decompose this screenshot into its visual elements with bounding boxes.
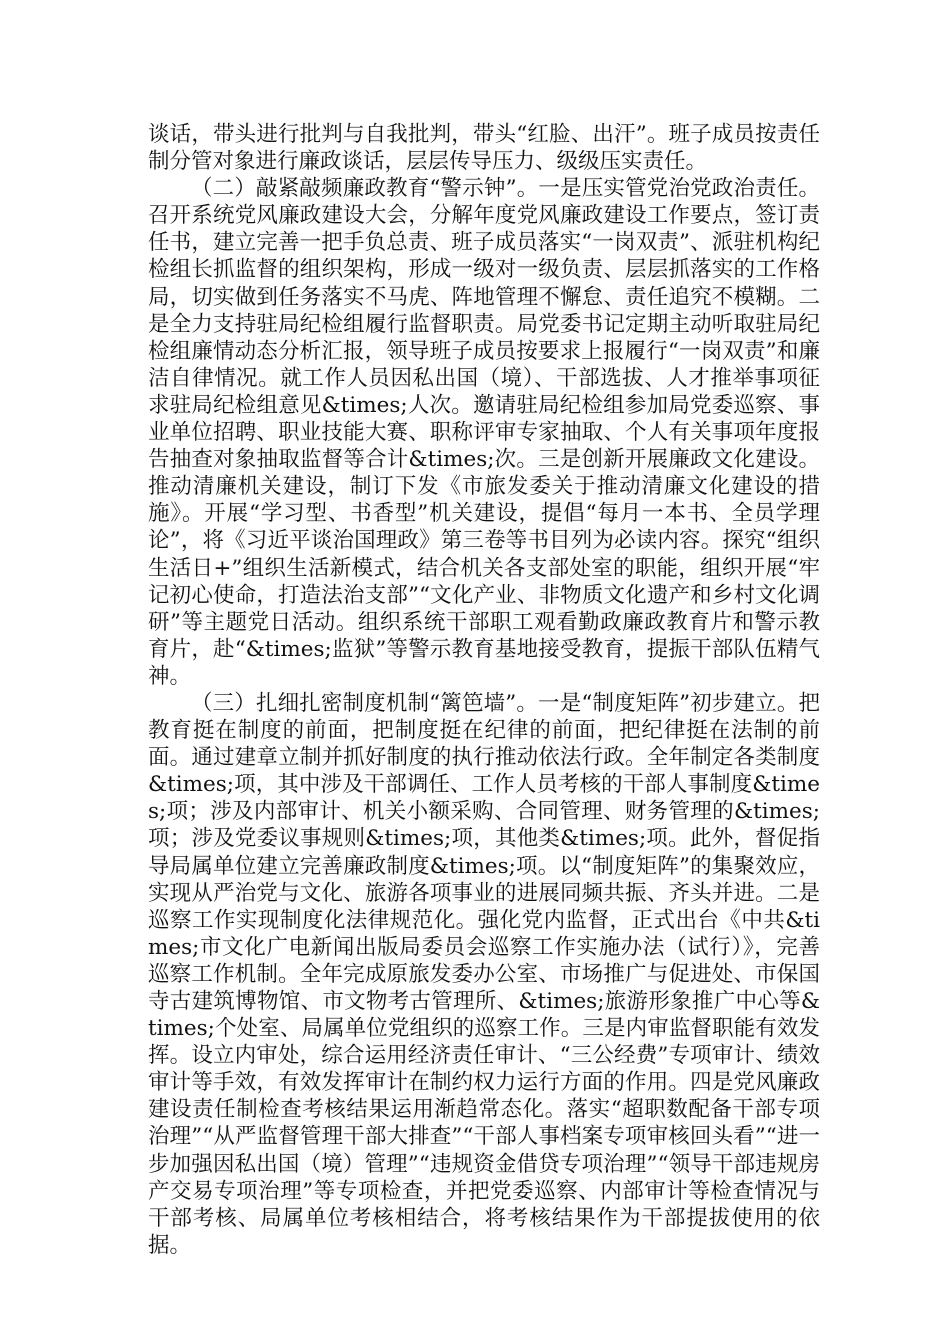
paragraph-continuation: 谈话，带头进行批判与自我批判，带头“红脸、出汗”。班子成员按责任制分管对象进行廉政谈话，层层传导压力、级级压实责任。 [148,122,820,175]
document-page [148,121,820,1259]
paragraph-section-two: （二）敲紧敲频廉政教育“警示钟”。一是压实管党治党政治责任。召开系统党风廉政建设大会，分解年度党风廉政建设工作要点，签订责任书，建立完善一把手负总责、班子成员落实“一岗双责”、派驻机构纪检组长抓监督的组织架构，形成一级对一级负责、层层抓落实的工作格局，切实做到任务落实不马虎、阵地管理不懈怠、责任追究不模糊。二是全力支持驻局纪检组履行监督职责。局党委书记定期主动听取驻局纪检组廉情动态分析汇报，领导班子成员按要求上报履行“一岗双责”和廉洁自律情况。就工作人员因私出国（境）、干部选拔、人才推举事项征求驻局纪检组意见&times;人次。邀请驻局纪检组参加局党委巡察、事业单位招聘、职业技能大赛、职称评审专家抽取、个人有关事项年度报告抽查对象抽取监督等合计&times;次。三是创新开展廉政文化建设。推动清廉机关建设，制订下发《市旅发委关于推动清廉文化建设的措施》。开展“学习型、书香型”机关建设，提倡“每月一本书、全员学理论”，将《习近平谈治国理政》第三卷等书目列为必读内容。探究“组织生活日+”组织生活新模式，结合机关各支部处室的职能，组织开展“牢记初心使命，打造法治支部”“文化产业、非物质文化遗产和乡村文化调研”等主题党日活动。组织系统干部职工观看勤政廉政教育片和警示教育片，赴“&times;监狱”等警示教育基地接受教育，提振干部队伍精气神。 [148,176,820,689]
paragraph-section-three: （三）扎细扎密制度机制“篱笆墙”。一是“制度矩阵”初步建立。把教育挺在制度的前面，把制度挺在纪律的前面，把纪律挺在法制的前面。通过建章立制并抓好制度的执行推动依法行政。全年制定各类制度&times;项，其中涉及干部调任、工作人员考核的干部人事制度&times;项；涉及内部审计、机关小额采购、合同管理、财务管理的&times;项；涉及党委议事规则&times;项，其他类&times;项。此外，督促指导局属单位建立完善廉政制度&times;项。以“制度矩阵”的集聚效应，实现从严治党与文化、旅游各项事业的进展同频共振、齐头并进。二是巡察工作实现制度化法律规范化。强化党内监督，正式出台《中共&times;市文化广电新闻出版局委员会巡察工作实施办法（试行）》，完善巡察工作机制。全年完成原旅发委办公室、市场推广与促进处、市保国寺古建筑博物馆、市文物考古管理所、&times;旅游形象推广中心等&times;个处室、局属单位党组织的巡察工作。三是内审监督职能有效发挥。设立内审处，综合运用经济责任审计、“三公经费”专项审计、绩效审计等手效，有效发挥审计在制约权力运行方面的作用。四是党风廉政建设责任制检查考核结果运用渐趋常态化。落实“超职数配备干部专项治理”“从严监督管理干部大排查”“干部人事档案专项审核回头看”“进一步加强因私出国（境）管理”“违规资金借贷专项治理”“领导干部违规房产交易专项治理”等专项检查，并把党委巡察、内部审计等检查情况与干部考核、局属单位考核相结合，将考核结果作为干部提拔使用的依据。 [148,690,820,1258]
